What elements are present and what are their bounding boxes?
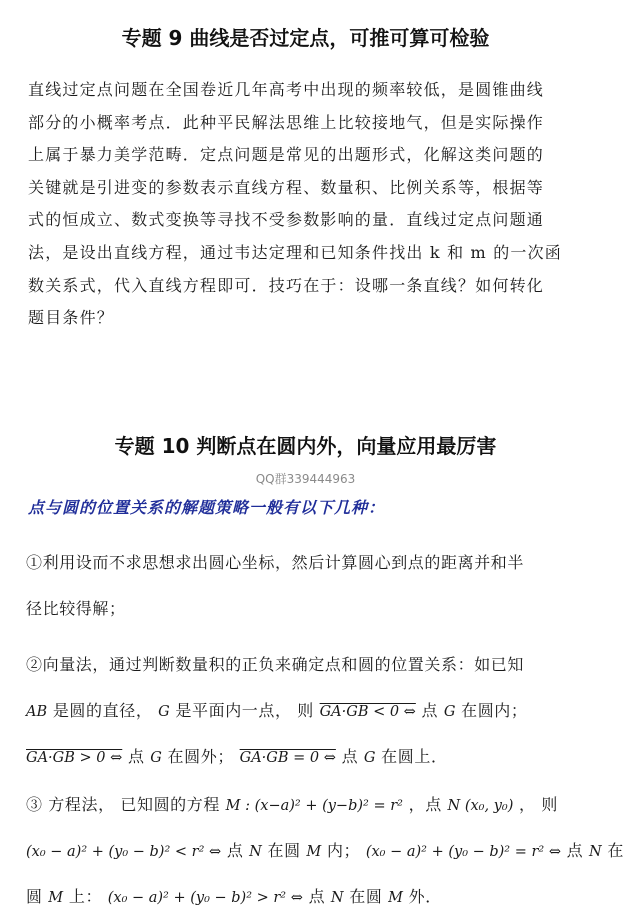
method-3 (26, 782, 624, 920)
text: 是圆的直径， (47, 701, 159, 720)
section-10-title: 专题 10 判断点在圆内外，向量应用最厉害 (114, 434, 497, 458)
math-g: G (150, 750, 162, 766)
text: 在圆上． (375, 747, 448, 766)
math-inequality-gt: (x₀ − a)² + (y₀ − b)² > r² ⇔ (107, 890, 303, 906)
paragraph-line: 式的恒成立、数式变换等寻找不受参数影响的量．直线过定点问题通 (28, 210, 545, 230)
math-g: G (158, 704, 170, 720)
text: 点 (415, 701, 444, 720)
paragraph-line: 题目条件？ (28, 308, 115, 328)
method-3-line (26, 874, 588, 920)
paragraph-line: 关键就是引进变的参数表示直线方程、数量积、比例关系等，根据等 (28, 177, 545, 197)
math-g: G (443, 704, 456, 720)
text: 在圆 (261, 841, 307, 860)
math-circle-equation: M : (x−a)² + (y−b)² = r² (225, 798, 403, 814)
math-m: M (48, 890, 64, 906)
math-n: N (249, 844, 262, 860)
strategy-intro: 点与圆的位置关系的解题策略一般有以下几种： (28, 498, 386, 517)
math-m: M (306, 844, 322, 860)
text: 在 (601, 841, 624, 860)
text: 点 (122, 747, 151, 766)
method-1 (26, 540, 588, 632)
text: 在圆外； (161, 747, 240, 766)
section-9-title: 专题 9 曲线是否过定点，可推可算可检验 (121, 26, 490, 50)
text: 在圆内； (455, 701, 528, 720)
text: 点 (335, 747, 364, 766)
math-g: G (363, 750, 376, 766)
text: 在圆 (343, 887, 389, 906)
math-m: M (388, 890, 403, 906)
method-3-line (26, 828, 624, 874)
method-1-line: 径比较得解； (26, 599, 126, 618)
text: 是平面内一点， 则 (169, 701, 320, 720)
math-dot-product-eq: GA·GB = 0 ⇔ (239, 750, 336, 766)
math-n: N (588, 844, 602, 860)
math-equality: (x₀ − a)² + (y₀ − b)² = r² ⇔ (365, 844, 561, 860)
math-point-n: N (x₀, y₀) (447, 798, 514, 814)
section-9-paragraph (28, 74, 588, 335)
math-n: N (330, 890, 344, 906)
method-2-line (26, 688, 588, 734)
paragraph-line: 数关系式，代入直线方程即可．技巧在于：设哪一条直线？如何转化 (28, 275, 545, 295)
text: 圆 (26, 887, 49, 906)
method-2 (26, 642, 588, 780)
paragraph-line: 上属于暴力美学范畴．定点问题是常见的出题形式，化解这类问题的 (28, 145, 545, 165)
method-2-line: ②向量法，通过判断数量积的正负来确定点和圆的位置关系：如已知 (26, 655, 525, 674)
text: 点 (302, 887, 331, 906)
text: 点 (561, 841, 589, 860)
paragraph-line: 法，是设出直线方程，通过韦达定理和已知条件找出 k 和 m 的一次函 (28, 242, 563, 262)
method-1-line: ①利用设而不求思想求出圆心坐标，然后计算圆心到点的距离并和半 (26, 553, 525, 572)
method-2-line (26, 734, 588, 780)
paragraph-line: 部分的小概率考点．此种平民解法思维上比较接地气，但是实际操作 (28, 112, 545, 132)
text: ， 则 (513, 795, 558, 814)
text: 外． (403, 887, 442, 906)
text: 内； (321, 841, 366, 860)
text: ，点 (402, 795, 448, 814)
math-dot-product-gt: GA·GB > 0 ⇔ (26, 750, 123, 766)
method-3-line (26, 782, 588, 828)
text: 点 (221, 841, 250, 860)
text: 上： (63, 887, 108, 906)
math-inequality-lt: (x₀ − a)² + (y₀ − b)² < r² ⇔ (26, 844, 222, 860)
paragraph-line: 直线过定点问题在全国卷近几年高考中出现的频率较低，是圆锥曲线 (28, 80, 545, 99)
math-dot-product-lt: GA·GB < 0 ⇔ (319, 704, 416, 720)
math-ab: AB (26, 704, 48, 720)
text: ③ 方程法， 已知圆的方程 (26, 795, 226, 814)
watermark: QQ群339444963 (255, 472, 356, 486)
